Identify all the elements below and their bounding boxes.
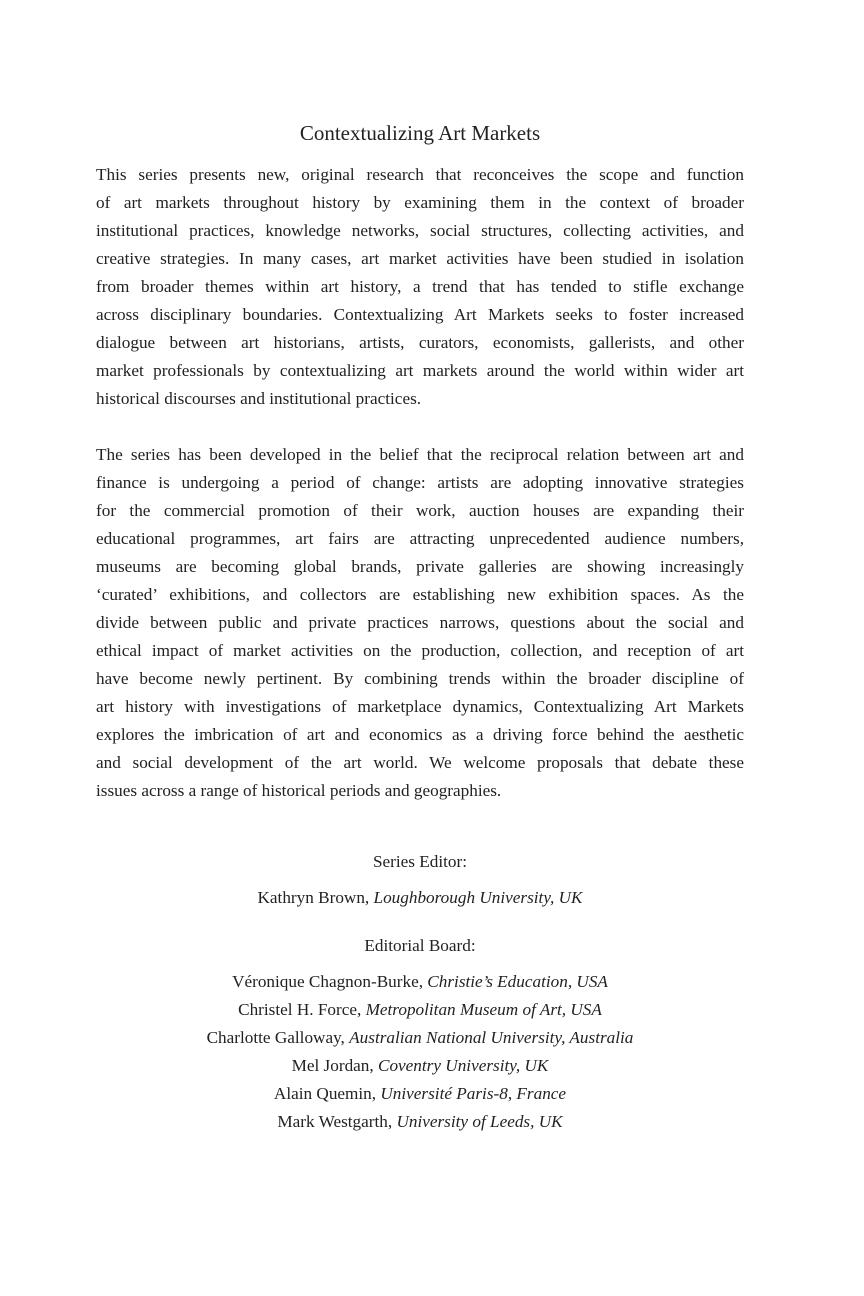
board-member [0,1024,840,1052]
paragraph-line: and social development of the art world. We welcome proposals that debate these [96,753,744,772]
paragraph-line: across disciplinary boundaries. Contextualizing Art Markets seeks to foster increased [96,305,744,324]
paragraph-line: for the commercial promotion of their work, auction houses are expanding their [96,501,744,520]
editor-affiliation: Loughborough University, UK [373,888,583,907]
paragraph-line: ethical impact of market activities on the production, collection, and reception of art [96,641,744,660]
paragraph-line: educational programmes, art fairs are attracting unprecedented audience numbers, [96,529,744,548]
editorial-board-list [0,968,840,1136]
member-affiliation: Coventry University, UK [377,1056,549,1075]
member-affiliation: University of Leeds, UK [396,1112,563,1131]
member-name: Alain Quemin, [273,1084,381,1103]
paragraph-line: institutional practices, knowledge networks, social structures, collecting activities, and [96,221,744,240]
member-name: Mel Jordan, [291,1056,378,1075]
paragraph-line: finance is undergoing a period of change: artists are adopting innovative strategies [96,473,744,492]
member-affiliation: Christie’s Education, USA [427,972,608,991]
paragraph-line: divide between public and private practices narrows, questions about the social and [96,613,744,632]
paragraph-line: museums are becoming global brands, private galleries are showing increasingly [96,557,744,576]
series-editor [0,884,840,912]
editor-name: Kathryn Brown, [257,888,374,907]
series-title: Contextualizing Art Markets [299,121,541,145]
paragraph-line: historical discourses and institutional practices. [96,389,422,408]
paragraph-line: have become newly pertinent. By combining trends within the broader discipline of [96,669,744,688]
board-member [0,1052,840,1080]
paragraph-line: of art markets throughout history by examining them in the context of broader [96,193,744,212]
paragraph-line: explores the imbrication of art and economics as a driving force behind the aesthetic [96,725,744,744]
paragraph-line: The series has been developed in the belief that the reciprocal relation between art and [96,445,744,464]
series-editor-label: Series Editor: [372,852,468,871]
paragraph-line: ‘curated’ exhibitions, and collectors are establishing new exhibition spaces. As the [96,585,744,604]
board-member [0,996,840,1024]
series-background-paragraph [96,441,744,805]
member-affiliation: Université Paris-8, France [380,1084,567,1103]
member-name: Charlotte Galloway, [206,1028,350,1047]
board-member [0,1108,840,1136]
paragraph-line: dialogue between art historians, artists, curators, economists, gallerists, and other [96,333,744,352]
series-description-paragraph [96,161,744,413]
board-member [0,1080,840,1108]
member-name: Véronique Chagnon-Burke, [232,972,428,991]
editorial-board-label: Editorial Board: [364,936,476,955]
paragraph-line: issues across a range of historical periods and geographies. [96,781,502,800]
paragraph-line: art history with investigations of marketplace dynamics, Contextualizing Art Markets [96,697,744,716]
member-name: Christel H. Force, [238,1000,366,1019]
board-member [0,968,840,996]
member-affiliation: Metropolitan Museum of Art, USA [365,1000,602,1019]
paragraph-line: This series presents new, original research that reconceives the scope and function [96,165,744,184]
member-name: Mark Westgarth, [277,1112,397,1131]
paragraph-line: creative strategies. In many cases, art market activities have been studied in isolation [96,249,744,268]
paragraph-line: market professionals by contextualizing art markets around the world within wider art [96,361,744,380]
paragraph-line: from broader themes within art history, a trend that has tended to stifle exchange [96,277,744,296]
member-affiliation: Australian National University, Australia [349,1028,634,1047]
